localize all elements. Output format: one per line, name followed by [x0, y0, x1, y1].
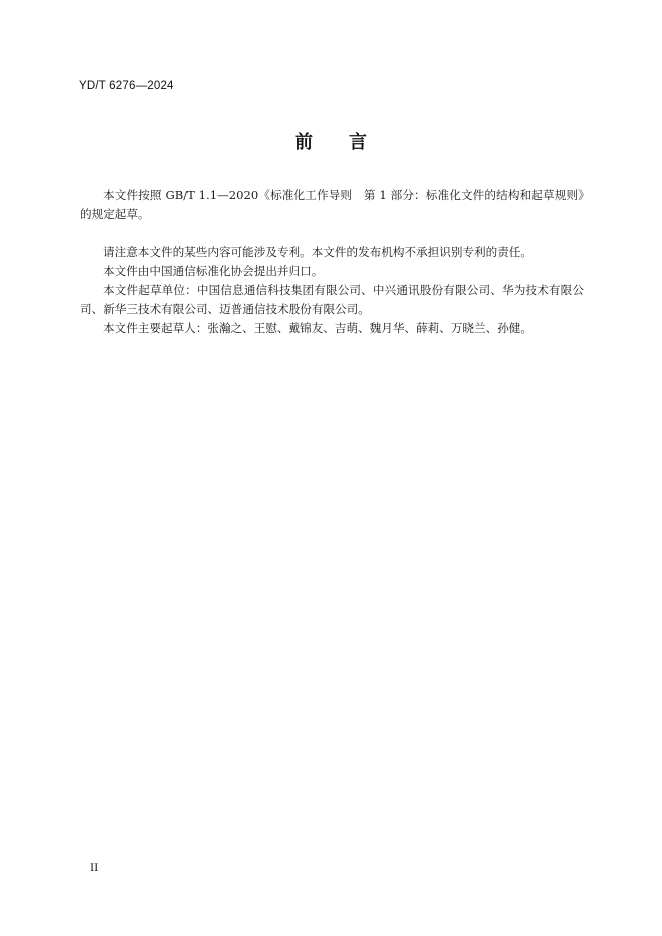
paragraph-patent-notice: 请注意本文件的某些内容可能涉及专利。本文件的发布机构不承担识别专利的责任。 — [103, 245, 532, 259]
paragraph-drafters: 本文件主要起草人：张瀚之、王慰、戴锦友、吉萌、魏月华、薛莉、万晓兰、孙健。 — [103, 321, 532, 335]
paragraph-drafting-rules: 本文件按照 GB/T 1.1—2020《标准化工作导则 第 1 部分：标准化文件的结构和起草规则》的规定起草。 — [80, 188, 584, 221]
page-title: 前言 — [295, 132, 403, 153]
document-code: YD/T 6276—2024 — [79, 80, 174, 92]
page-number: II — [90, 862, 99, 874]
paragraph-proposer: 本文件由中国通信标准化协会提出并归口。 — [103, 264, 324, 278]
preface-body — [80, 186, 584, 338]
paragraph-drafting-organizations: 本文件起草单位：中国信息通信科技集团有限公司、中兴通讯股份有限公司、华为技术有限公司、新华三技术有限公司、迈普通信技术股份有限公司。 — [80, 283, 584, 316]
